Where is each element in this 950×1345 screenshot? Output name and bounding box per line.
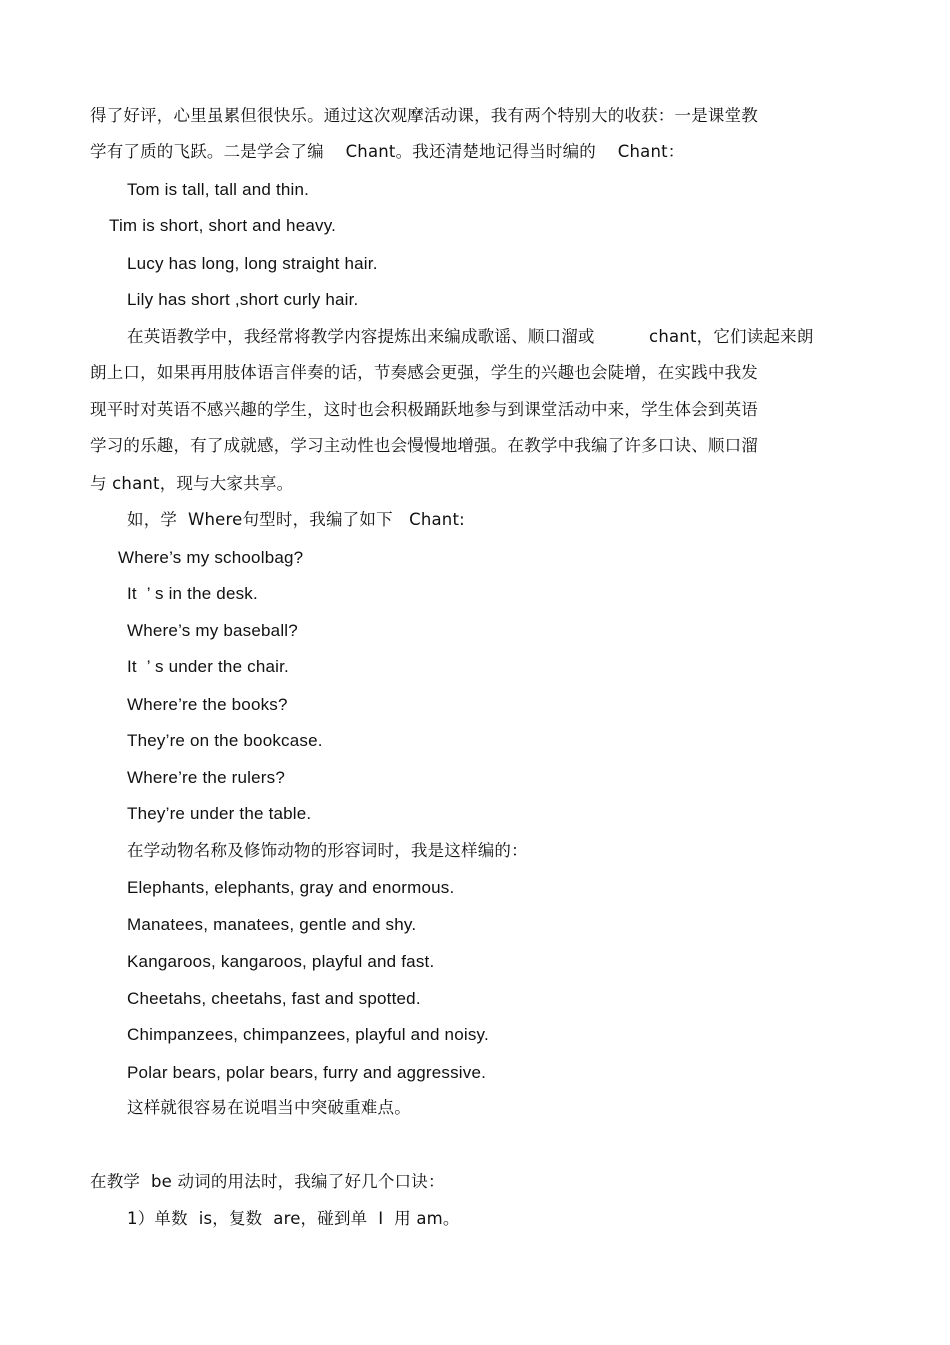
chant-line: It ’ s in the desk. — [127, 584, 258, 603]
chant-line: Polar bears, polar bears, furry and aggressive. — [127, 1063, 487, 1082]
chant-line: They’re on the bookcase. — [127, 731, 323, 750]
paragraph-line: 这样就很容易在说唱当中突破重难点。 — [127, 1098, 411, 1117]
chant-line: Lucy has long, long straight hair. — [127, 254, 378, 273]
paragraph-line: 朗上口，如果再用肢体语言伴奏的话，节奏感会更强，学生的兴趣也会陡增，在实践中我发 — [90, 363, 758, 382]
paragraph-line: 如，学 Where句型时，我编了如下 Chant: — [127, 510, 465, 529]
paragraph-line: 在学动物名称及修饰动物的形容词时，我是这样编的： — [127, 841, 528, 860]
paragraph-line: 在教学 be 动词的用法时，我编了好几个口诀： — [90, 1172, 445, 1191]
chant-line: Kangaroos, kangaroos, playful and fast. — [127, 952, 435, 971]
chant-line: Where’re the books? — [127, 695, 288, 714]
paragraph-line: 现平时对英语不感兴趣的学生，这时也会积极踊跃地参与到课堂活动中来，学生体会到英语 — [90, 400, 758, 419]
paragraph-line: 得了好评，心里虽累但很快乐。通过这次观摩活动课，我有两个特别大的收获：一是课堂教 — [90, 106, 758, 125]
chant-line: Where’s my schoolbag? — [118, 548, 304, 567]
paragraph-line: 学有了质的飞跃。二是学会了编 Chant。我还清楚地记得当时编的 Chant： — [90, 142, 685, 161]
chant-line: Cheetahs, cheetahs, fast and spotted. — [127, 989, 421, 1008]
paragraph-line: 与 chant，现与大家共享。 — [90, 474, 294, 493]
chant-line: Where’re the rulers? — [127, 768, 286, 787]
chant-line: Chimpanzees, chimpanzees, playful and noisy. — [127, 1025, 489, 1044]
paragraph-line: 学习的乐趣，有了成就感，学习主动性也会慢慢地增强。在教学中我编了许多口诀、顺口溜 — [90, 436, 758, 455]
chant-line: It ’ s under the chair. — [127, 657, 289, 676]
paragraph-line: 1）单数 is，复数 are，碰到单 I 用 am。 — [127, 1209, 460, 1228]
chant-line: They’re under the table. — [127, 804, 312, 823]
chant-line: Where’s my baseball? — [127, 621, 298, 640]
chant-line: Manatees, manatees, gentle and shy. — [127, 915, 417, 934]
chant-line: Elephants, elephants, gray and enormous. — [127, 878, 455, 897]
chant-line: Tim is short, short and heavy. — [109, 216, 337, 235]
chant-line: Lily has short ,short curly hair. — [127, 290, 359, 309]
paragraph-line: 在英语教学中，我经常将教学内容提炼出来编成歌谣、顺口溜或 chant，它们读起来朗 — [127, 327, 814, 346]
chant-line: Tom is tall, tall and thin. — [127, 180, 310, 199]
